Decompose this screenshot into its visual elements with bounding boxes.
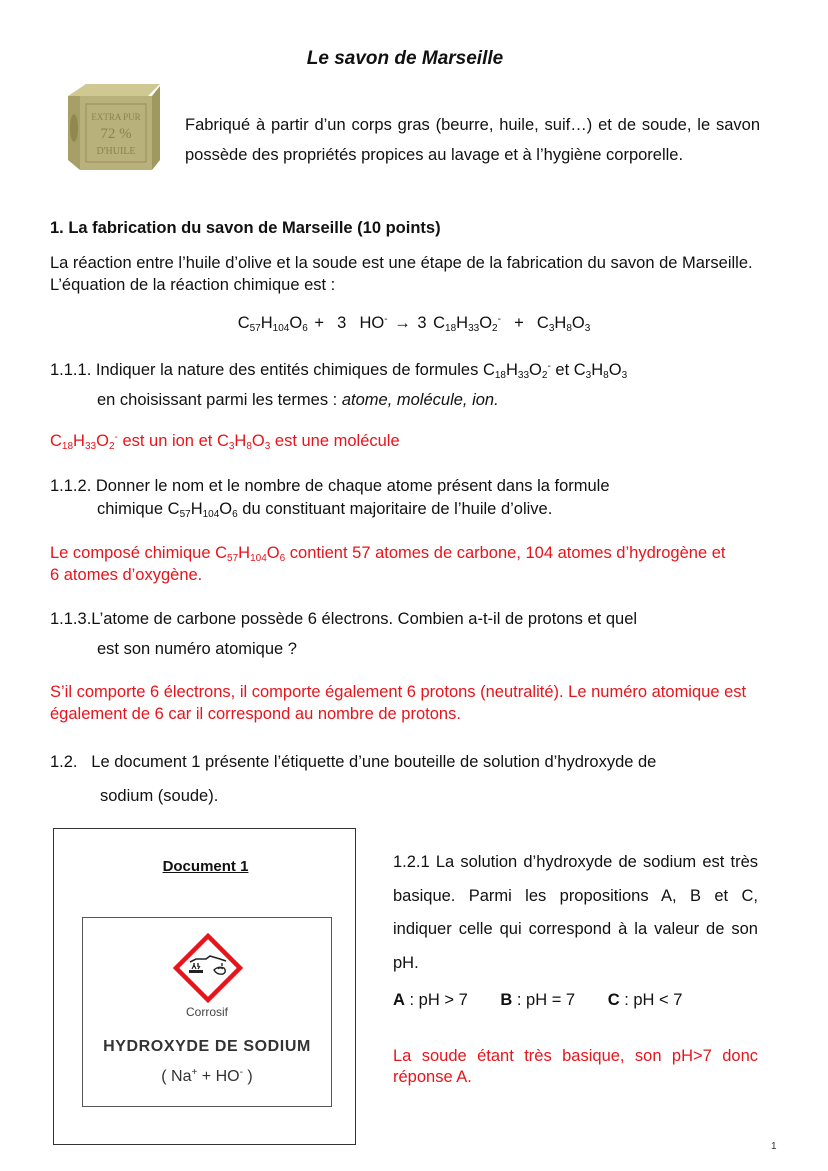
soap-image [56,74,168,174]
answer-1-1-3: S’il comporte 6 électrons, il comporte également 6 protons (neutralité). Le numéro atomique est également de 6 car il correspond au nombre de protons. [50,683,747,723]
answer-1-2-1: La soude étant très basique, son pH>7 donc réponse A. [393,1047,758,1086]
arrow-icon: → [394,314,411,332]
product-carboxylate: $C_{18}H_{33}O_2^-$ [433,314,501,334]
ph-choices [393,991,710,1010]
hazard-label: Corrosif [185,1005,228,1019]
question-1-1-3: 1.1.3.L’atome de carbone possède 6 électrons. Combien a-t-il de protons et quel est son numéro atomique ? [50,610,638,658]
product-label [82,917,332,1107]
question-1-2: 1.2. Le document 1 présente l’étiquette d’une bouteille de solution d’hydroxyde de sodium (soude). [50,753,657,805]
soap-text-2: 72 % [100,126,132,142]
reactant-oil: $C_{57}H_{104}O_6$ [237,314,308,334]
section-heading: 1. La fabrication du savon de Marseille (10 points) [50,219,441,237]
page-number: 1 [771,1141,777,1152]
page-title: Le savon de Marseille [306,48,504,69]
product-formula: ( Na+ + HO- ) [161,1067,253,1085]
reactant-hydroxide: 3 HO- [337,314,388,332]
document-1-box [53,828,356,1145]
intro-paragraph: Fabriqué à partir d’un corps gras (beurre, huile, suif…) et de soude, le savon possède des propriétés propices au lavage et à l’hygiène corporelle. [185,116,760,164]
section-intro: La réaction entre l’huile d’olive et la soude est une étape de la fabrication du savon de Marseille. L’équation de la réaction chimique est : [50,254,753,294]
question-1-1-1: 1.1.1. Indiquer la nature des entités chimiques de formules $C_{18}H_{33}O_2^-$ et $C_3H_8O_3$ en choisissant parmi les termes : atome, molécule, ion. [50,361,628,409]
document-1-title: Document 1 [162,858,249,875]
choice-a: A : pH > 7 [393,991,468,1009]
product-glycerol: $C_3H_8O_3$ [536,314,591,334]
reaction-equation: $C_{57}H_{104}O_6 + 3$ HO- → 3 $C_{18}H_{33}O_2^- + C_3H_8O_3$ [237,314,591,334]
answer-1-1-1: $C_{18}H_{33}O_2^-$ est un ion et $C_3H_8O_3$ est une molécule [50,432,400,452]
soap-text-3: D'HUILE [96,146,136,157]
corrosive-hazard-icon [172,932,244,1004]
answer-1-1-2: Le composé chimique $C_{57}H_{104}O_6$ contient 57 atomes de carbone, 104 atomes d’hydrogène et 6 atomes d’oxygène. [50,544,726,584]
choice-b: B : pH = 7 [500,991,576,1009]
choice-c: C : pH < 7 [607,991,683,1009]
product-name: HYDROXYDE DE SODIUM [103,1038,311,1055]
soap-text-1: EXTRA PUR [91,112,141,122]
question-1-2-1: 1.2.1 La solution d’hydroxyde de sodium est très basique. Parmi les propositions A, B et C, indiquer celle qui correspond à la valeur de son pH. [393,853,758,972]
question-1-1-2: 1.1.2. Donner le nom et le nombre de chaque atome présent dans la formule chimique $C_{57}H_{104}O_6$ du constituant majoritaire de l’huile d’olive. [50,477,610,520]
